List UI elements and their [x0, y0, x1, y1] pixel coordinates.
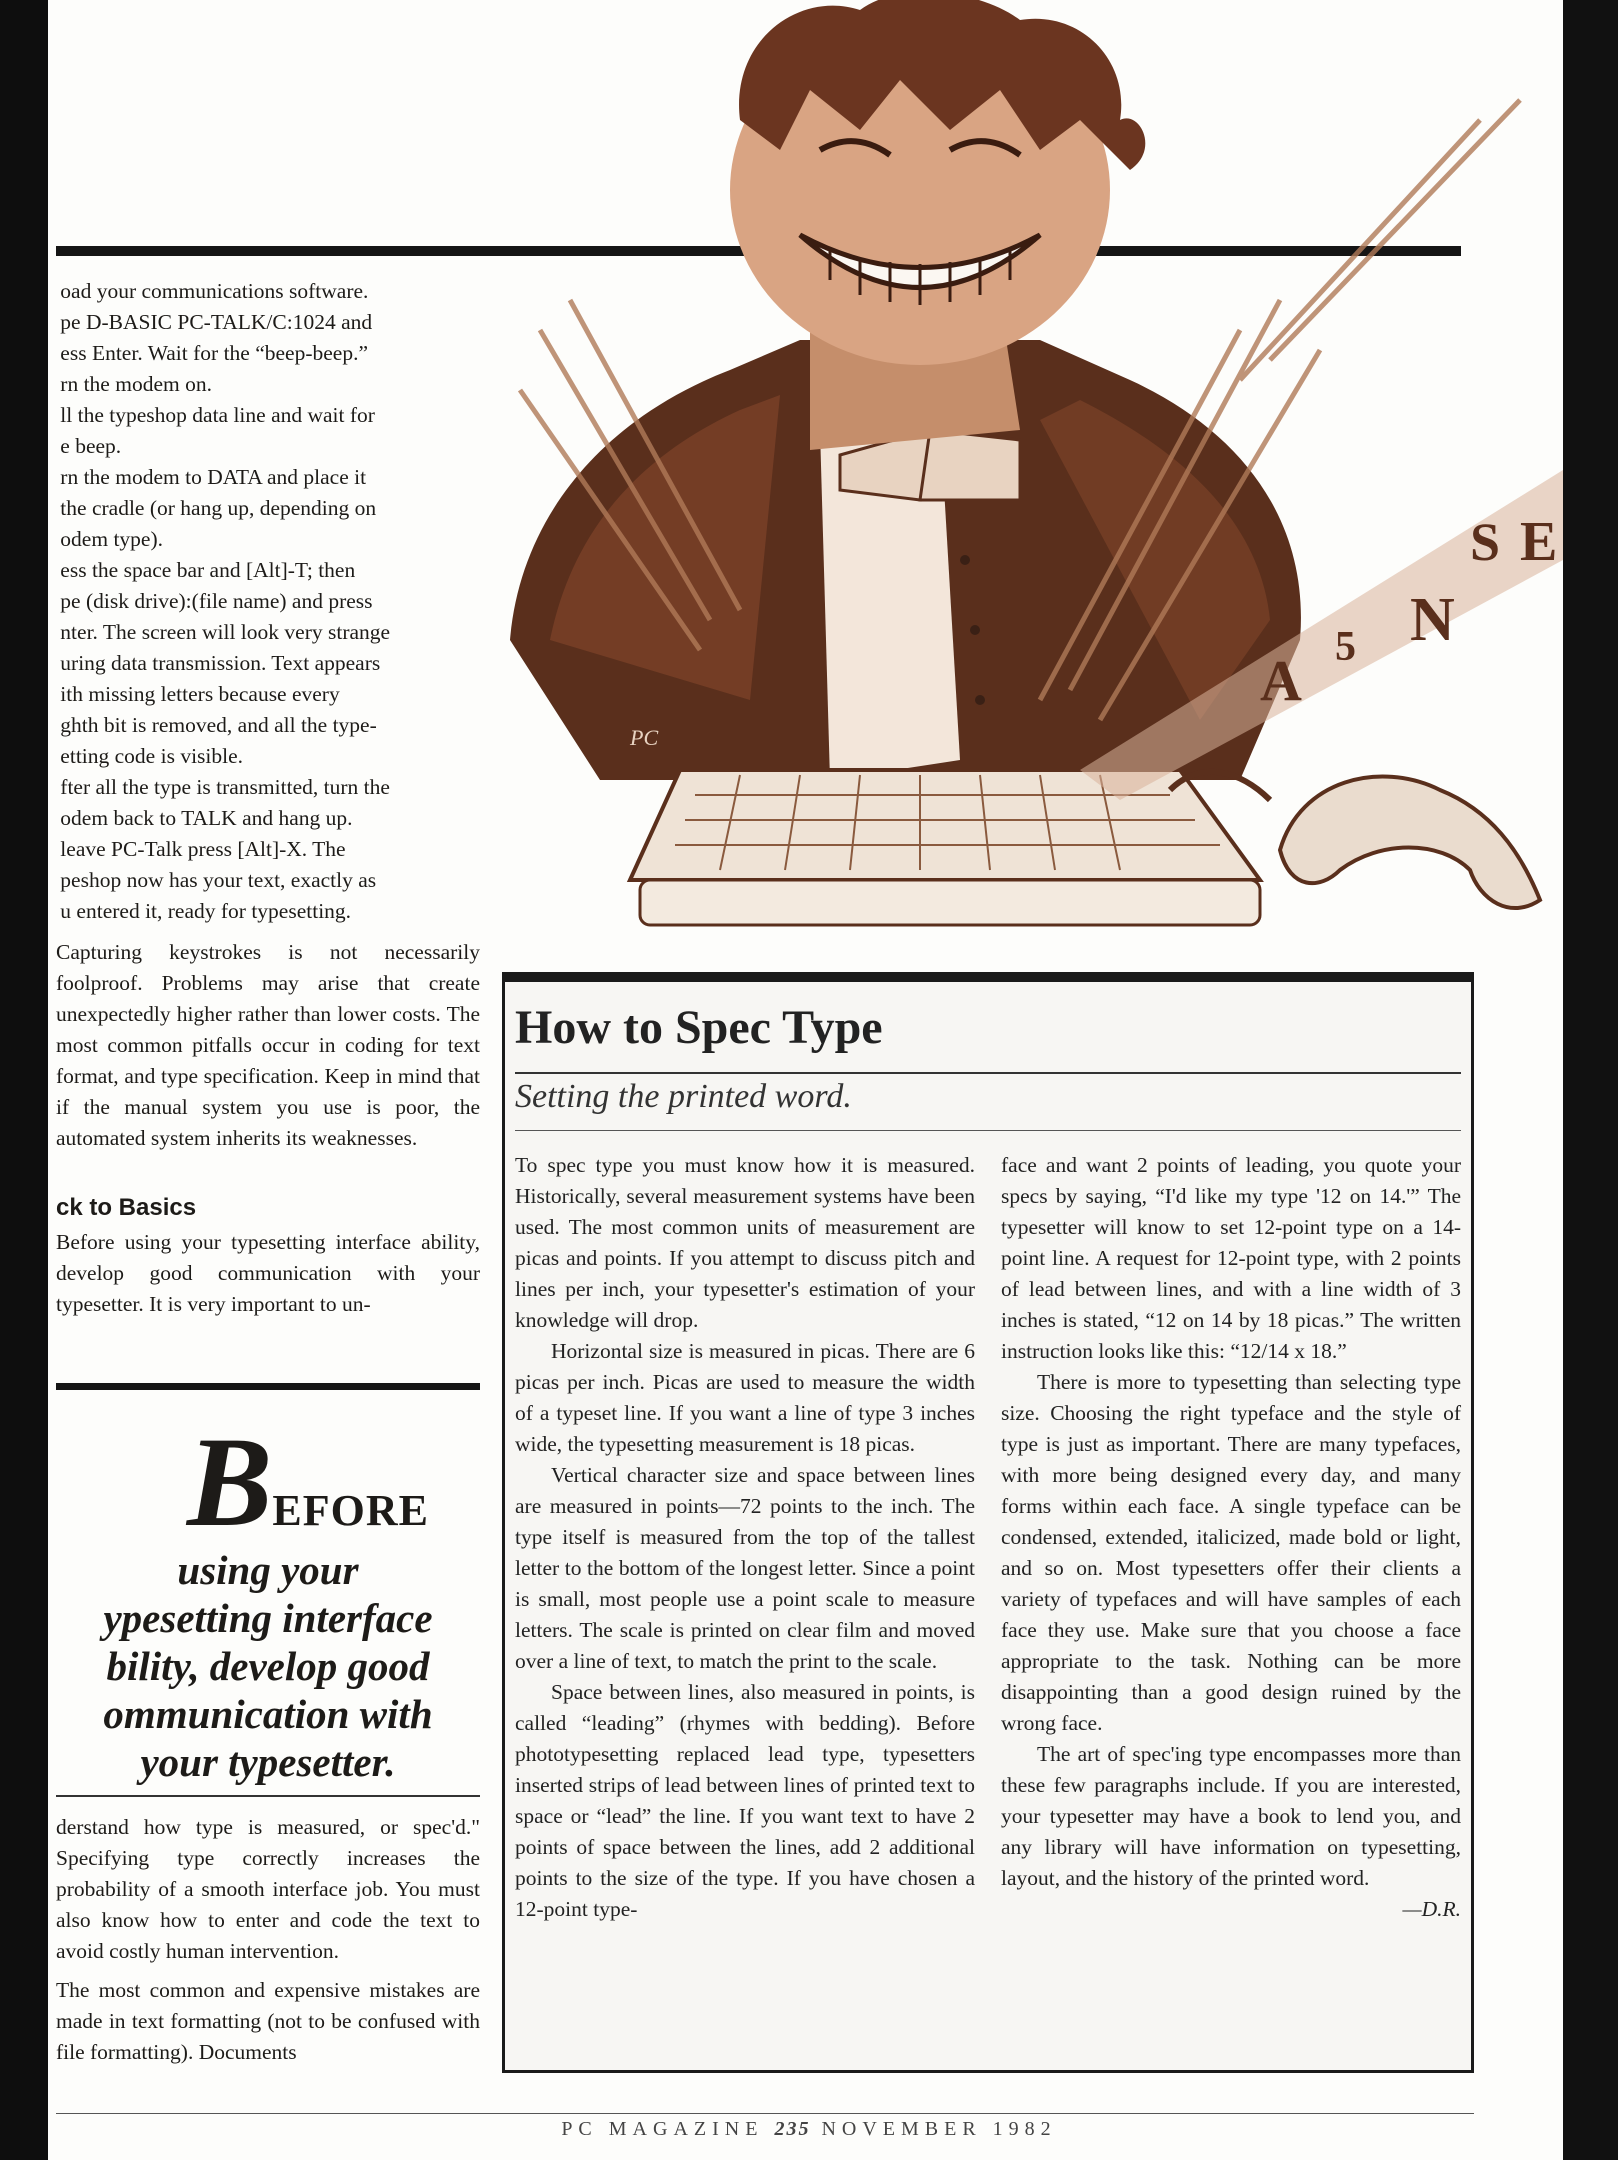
sidebar-title-rule	[515, 1072, 1461, 1074]
sidebar-title: How to Spec Type	[515, 1001, 883, 1054]
step-line: leave PC-Talk press [Alt]-X. The	[56, 837, 346, 861]
step-line: ith missing letters because every	[56, 682, 340, 706]
author-signature: —D.R.	[1402, 1897, 1461, 1921]
page-number: 235	[774, 2118, 811, 2140]
step-line: pe D-BASIC PC-TALK/C:1024 and	[56, 310, 373, 334]
step-line: ess Enter. Wait for the “beep-beep.”	[56, 341, 369, 365]
sidebar-paragraph: Horizontal size is measured in picas. There are 6 picas per inch. Picas are used to measure the width of a typeset line. If you want a line of type 3 inches wide, the typesetting measurement is 18 picas.	[515, 1339, 975, 1456]
step-line: rn the modem to DATA and place it	[56, 465, 367, 489]
sidebar-paragraph: Space between lines, also measured in points, is called “leading” (rhymes with bedding). Before phototypesetting replaced lead type, typesetters inserted strips of lead between lines of printed text to space or “lead” the line. If you want text to have 2 points of space between the lines, add 2 additional points to the size of the type. If you have chosen a 12-point type-	[515, 1680, 975, 1921]
step-line: rn the modem on.	[56, 372, 212, 396]
pullquote-smallcaps: EFORE	[272, 1486, 429, 1535]
instruction-steps	[56, 276, 480, 927]
pullquote-initial: B	[187, 1411, 273, 1553]
pullquote-line: using your	[177, 1547, 359, 1593]
sidebar-subtitle-rule	[515, 1130, 1461, 1131]
sidebar-paragraph: There is more to typesetting than selecting type size. Choosing the right typeface and the style of type is just as important. There are many typefaces, with more being designed every day, and many forms within each face. A single typeface can be condensed, extended, italicized, made bold or light, and so on. Most typesetters offer their clients a variety of typefaces and will have samples of each face they use. Make sure that you choose a face appropriate to the task. Nothing can be more disappointing than a good design ruined by the wrong face.	[1001, 1370, 1461, 1735]
sidebar-paragraph: To spec type you must know how it is measured. Historically, several measurement systems have been used. The most common units of measurement are picas and points. If you attempt to discuss pitch and lines per inch, your typesetter's estimation of your knowledge will drop.	[515, 1153, 975, 1332]
left-column	[56, 276, 480, 1332]
flying-letter: N	[1410, 586, 1455, 654]
keyboard-base	[640, 880, 1260, 925]
body-paragraph: Capturing keystrokes is not necessarily foolproof. Problems may arise that create unexpectedly higher rather than lower costs. The most common pitfalls occur in coding for text format, and type specification. Keep in mind that if the manual system you use is poor, the automated system inherits its weaknesses.	[56, 940, 480, 1150]
pullquote-bottom-rule	[56, 1795, 480, 1797]
step-line: etting code is visible.	[56, 744, 244, 768]
page-folio	[0, 2118, 1618, 2141]
how-to-spec-type-sidebar	[502, 972, 1474, 2073]
pull-quote	[56, 1400, 480, 1790]
shirt-button	[970, 625, 980, 635]
typesetter-illustration	[480, 0, 1563, 955]
jacket-pc-label: PC	[630, 725, 659, 750]
body-paragraph: derstand how type is measured, or spec'd." Specifying type correctly increases the probability of a smooth interface job. You must also know how to enter and code the text to avoid costly human intervention.	[56, 1815, 480, 1963]
left-column-lower	[56, 1812, 480, 2076]
telephone-handset	[1280, 777, 1540, 909]
left-scan-edge	[0, 0, 48, 2160]
step-line: e beep.	[56, 434, 122, 458]
pullquote-line: bility, develop good	[106, 1643, 430, 1689]
magazine-name: PC MAGAZINE	[561, 2118, 764, 2140]
sidebar-paragraph: Vertical character size and space between lines are measured in points—72 points to the inch. The type itself is measured from the top of the tallest letter to the bottom of the longest letter. Since a point is small, most people use a point scale to measure letters. The scale is printed on clear film and moved over a line of text, to match the print to the scale.	[515, 1463, 975, 1673]
pullquote-line: your typesetter.	[140, 1739, 396, 1785]
step-line: peshop now has your text, exactly as	[56, 868, 377, 892]
step-line: the cradle (or hang up, depending on	[56, 496, 377, 520]
step-line: nter. The screen will look very strange	[56, 620, 391, 644]
flying-letter: A	[1260, 648, 1302, 713]
flying-letter: E	[1520, 511, 1558, 573]
sidebar-column-right	[1001, 1150, 1461, 1925]
step-line: odem back to TALK and hang up.	[56, 806, 353, 830]
shirt-button	[975, 695, 985, 705]
pullquote-line: ypesetting interface	[103, 1595, 433, 1641]
step-line: odem type).	[56, 527, 163, 551]
pullquote-line: ommunication with	[103, 1691, 433, 1737]
flying-letter: 5	[1335, 624, 1356, 670]
shirt-button	[960, 555, 970, 565]
sidebar-column-left	[515, 1150, 975, 1925]
section-subhead: ck to Basics	[56, 1194, 197, 1221]
flying-letter: S	[1470, 512, 1501, 572]
step-line: u entered it, ready for typesetting.	[56, 899, 352, 923]
body-paragraph: Before using your typesetting interface ability, develop good communication with your typesetter. It is very important to un-	[56, 1230, 480, 1316]
footer-rule	[56, 2113, 1474, 2114]
step-line: fter all the type is transmitted, turn the	[56, 775, 390, 799]
step-line: ess the space bar and [Alt]-T; then	[56, 558, 356, 582]
keyboard	[630, 770, 1260, 880]
step-line: pe (disk drive):(file name) and press	[56, 589, 373, 613]
sidebar-paragraph: The art of spec'ing type encompasses more than these few paragraphs include. If you are interested, your typesetter may have a book to lend you, and any library will have information on typesetting, layout, and the history of the printed word.	[1001, 1742, 1461, 1890]
sidebar-subtitle: Setting the printed word.	[515, 1078, 852, 1115]
step-line: uring data transmission. Text appears	[56, 651, 381, 675]
step-line: ll the typeshop data line and wait for	[56, 403, 375, 427]
pullquote-top-rule	[56, 1383, 480, 1390]
right-scan-edge	[1563, 0, 1618, 2160]
body-paragraph: The most common and expensive mistakes are made in text formatting (not to be confused with file formatting). Documents	[56, 1978, 480, 2064]
step-line: ghth bit is removed, and all the type-	[56, 713, 377, 737]
step-line: oad your communications software.	[56, 279, 369, 303]
sidebar-paragraph: face and want 2 points of leading, you quote your specs by saying, “I'd like my type '12 on 14.'” The typesetter will know to set 12-point type on a 14-point line. A request for 12-point type, with 2 points of lead between lines, and with a line width of 3 inches is stated, “12 on 14 by 18 picas.” The written instruction looks like this: “12/14 x 18.”	[1001, 1153, 1461, 1363]
issue-date: NOVEMBER 1982	[821, 2118, 1057, 2140]
